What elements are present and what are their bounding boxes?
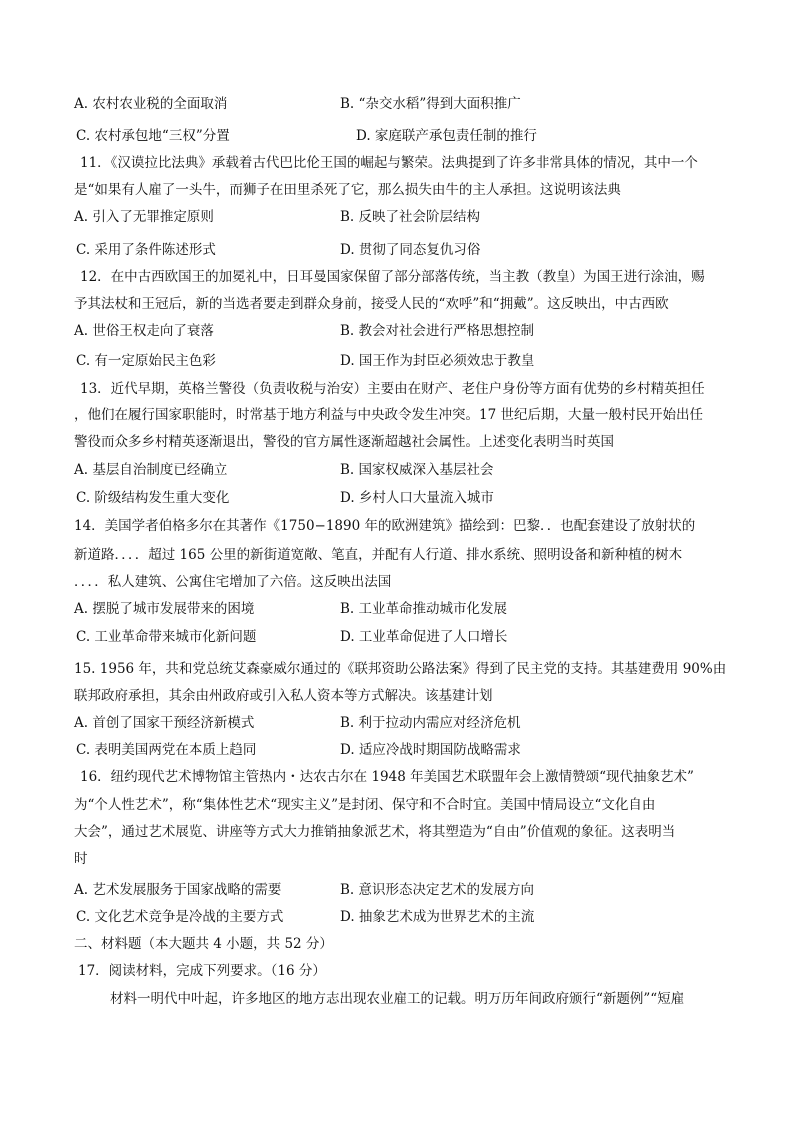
q14-stem-line-2: 新道路．．．．超过 165 公里的新街道宽敞、笔直，并配有人行道、排水系统、照明设备和新种植的树木 [74,547,683,563]
q10-option-d: D. 家庭联产承包责任制的推行 [356,128,537,144]
q13-stem-line-1: 13．近代早期，英格兰警役（负责收税与治安）主要由在财产、老住户身份等方面有优势的乡村精英担任 [80,381,705,397]
q12-stem-line-1: 12．在中古西欧国王的加冕礼中，日耳曼国家保留了部分部落传统，当主教（教皇）为国王进行涂油，赐 [80,269,705,285]
q16-option-c: C. 文化艺术竞争是冷战的主要方式 [76,909,284,925]
q16-stem-line-4: 时 [74,851,88,867]
q14-option-a: A. 摆脱了城市发展带来的困境 [74,601,255,617]
q10-option-c: C. 农村承包地“三权”分置 [76,128,230,144]
q14-stem-line-3: ．．．．私人建筑、公寓住宅增加了六倍。这反映出法国 [74,574,392,590]
q15-option-d: D. 适应冷战时期国防战略需求 [340,742,521,758]
q13-stem-line-3: 警役而众多乡村精英逐渐退出，警役的官方属性逐渐超越社会属性。上述变化表明当时英国 [74,434,614,450]
q14-option-d: D. 工业革命促进了人口增长 [340,629,508,645]
q13-option-c: C. 阶级结构发生重大变化 [76,490,230,506]
q16-stem-line-1: 16．纽约现代艺术博物馆主管热内・达农古尔在 1948 年美国艺术联盟年会上激情赞颂“现代抽象艺术” [80,769,694,785]
q11-option-c: C. 采用了条件陈述形式 [76,242,216,258]
q13-option-b: B. 国家权威深入基层社会 [340,462,494,478]
q11-stem-line-2: 是“如果有人雇了一头牛，而狮子在田里杀死了它，那么损失由牛的主人承担。这说明该法典 [74,182,621,198]
q16-stem-line-2: 为“个人性艺术”，称“集体性艺术“现实主义”是封闭、保守和不合时宜。美国中情局设立“文化自由 [74,797,656,813]
q15-option-c: C. 表明美国两党在本质上趋同 [76,742,257,758]
q12-option-a: A. 世俗王权走向了衰落 [74,323,214,339]
q13-option-a: A. 基层自治制度已经确立 [74,462,228,478]
q11-option-d: D. 贯彻了同态复仇习俗 [340,242,481,258]
q16-stem-line-3: 大会”，通过艺术展览、讲座等方式大力推销抽象派艺术，将其塑造为“自由”价值观的象征。这表明当 [74,824,676,840]
q11-option-a: A. 引入了无罪推定原则 [74,209,214,225]
q15-option-a: A. 首创了国家干预经济新模式 [74,715,255,731]
q16-option-b: B. 意识形态决定艺术的发展方向 [340,882,535,898]
q12-stem-line-2: 予其法杖和王冠后，新的当选者要走到群众身前，接受人民的“欢呼”和“拥戴”。这反映出，中古西欧 [74,296,669,312]
q12-option-b: B. 教会对社会进行严格思想控制 [340,323,535,339]
q12-option-c: C. 有一定原始民主色彩 [76,353,216,369]
section-heading: 二、材料题（本大题共 4 小题，共 52 分） [74,936,333,952]
q16-option-d: D. 抽象艺术成为世界艺术的主流 [340,909,535,925]
q13-option-d: D. 乡村人口大量流入城市 [340,490,494,506]
q11-stem-line-1: 11．《汉谟拉比法典》承载着古代巴比伦王国的崛起与繁荣。法典提到了许多非常具体的情况，其中一个 [80,155,698,171]
q14-option-b: B. 工业革命推动城市化发展 [340,601,508,617]
q12-option-d: D. 国王作为封臣必须效忠于教皇 [340,353,535,369]
q17-material-line: 材料一明代中叶起，许多地区的地方志出现农业雇工的记载。明万历年间政府颁行“新题例”“短雇 [110,991,685,1007]
q10-option-a: A. 农村农业税的全面取消 [74,96,228,112]
q10-option-b: B. “杂交水稻”得到大面积推广 [340,96,521,112]
q16-option-a: A. 艺术发展服务于国家战略的需要 [74,882,282,898]
q15-stem-line-1: 15. 1956 年，共和党总统艾森豪威尔通过的《联邦资助公路法案》得到了民主党的支持。其基建费用 90%由 [74,661,727,677]
q15-option-b: B. 利于拉动内需应对经济危机 [340,715,521,731]
q14-stem-line-1: 14．美国学者伯格多尔在其著作《1750−1890 年的欧洲建筑》描绘到：巴黎．．也配套建设了放射状的 [74,518,696,534]
q14-option-c: C. 工业革命带来城市化新问题 [76,629,257,645]
q17-heading: 17．阅读材料，完成下列要求。（16 分） [78,963,326,979]
q11-option-b: B. 反映了社会阶层结构 [340,209,481,225]
q15-stem-line-2: 联邦政府承担，其余由州政府或引入私人资本等方式解决。该基建计划 [74,688,493,704]
q13-stem-line-2: ，他们在履行国家职能时，时常基于地方利益与中央政令发生冲突。17 世纪后期，大量一般村民开始出任 [74,407,703,423]
